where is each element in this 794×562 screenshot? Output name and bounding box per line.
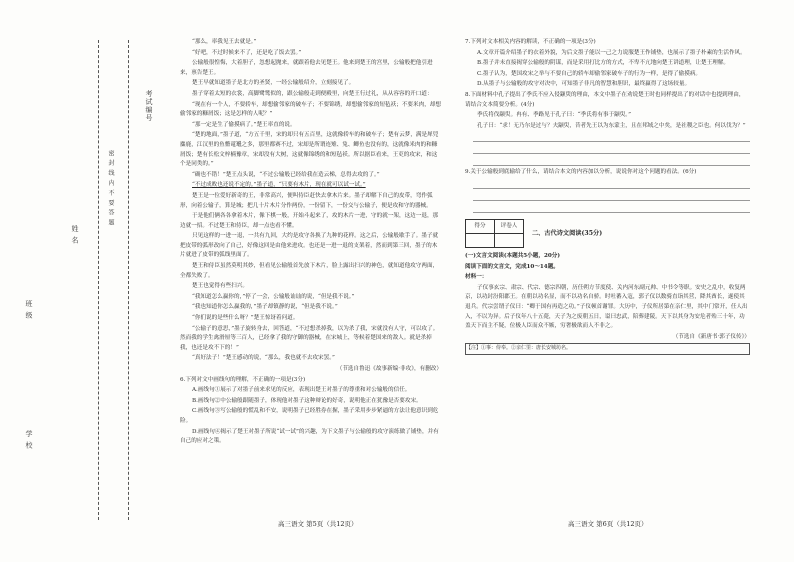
question-6-stem: 6.下列对文中画线句的理解，不正确的一项是(3分) (180, 376, 306, 383)
story-paragraph: “真好法子！”楚王感动的说，“那么，我也就不去攻宋罢。” (192, 355, 335, 362)
question-7-option-d: D.从墨子与公输般的攻守对决中，可知墨子非凡的智慧和胆识，最终赢得了这场较量。 (477, 81, 691, 88)
question-8-quote: 孔子曰：“求！无乃尔是过与？夫颛臾，昔者先王以为东蒙主，且在邦域之中矣，是社稷之臣也。何以伐为？” (477, 122, 746, 129)
story-paragraph: 于是他们俩各各拿着木片，像下棋一般，开始斗起来了，攻的木片一进，守的就一架，这边一退，那边就一招。不过楚王和侍臣，却一点也看不懂。 (180, 213, 439, 229)
question-8-quote: 季氏将伐颛臾。冉有、季路见于孔子曰：“季氏将有事于颛臾。” (477, 112, 631, 119)
story-paragraph: “我也知道你怎么赢我的，”墨子却镇静的说，“但是我不说。” (192, 304, 338, 311)
page-5-footer: 高三语文 第5页（共12页） (278, 520, 358, 528)
seal-margin (0, 0, 153, 562)
story-paragraph: 公输般很惶悔，大着胆子，忽想起抛来，就跟着他去见楚王。他来到楚王的宫里，公输般把他引进来，禀告楚王。 (180, 60, 433, 76)
answer-line[interactable] (473, 144, 750, 154)
score-cell-label: 得分 (466, 219, 495, 233)
answer-line[interactable] (473, 191, 750, 201)
score-box-row (465, 219, 750, 248)
story-paragraph: “我知道怎么赢你的，”停了一会，公输般讪讪的说，“但是我不说。” (192, 293, 355, 300)
question-6-option-a: A.画线句①展示了对墨子前来求见的反应，表现出楚王对墨子的尊重和对公输般的信任。 (192, 387, 411, 394)
material-text: 子仪事玄宗、肃宗、代宗、德宗四朝，历任朔方节度使、关内河东副元帅、中书令等职。安史之乱中，收复两京，以功封汾阳郡王。在朝以功名显，而不以功名自骄。时吐蕃入寇，郭子仪以数骑直诣其营，降其酋长，遂使其退兵。代宗尝谓子仪曰：“卿于国有再造之功。”子仪顿首谢罪。大历中，子仪所居第在亲仁里，其中门常开，任人出入，不以为异。后子仪年八十五薨，天子为之废朝五日，谥曰忠武，陪葬建陵。天下以其身为安危者殆三十年，功盖天下而主不疑，位极人臣而众不嫉，穷奢极欲而人不非之。 (465, 284, 748, 330)
story-paragraph: “楚的地面，”墨子道，“方五千里，宋的却只有五百里，这就像轿车的和破车子；楚有云梦，满是犀兕麋鹿，江汉里的鱼鳖鼋鼍之多，那里都赛不过，宋却是所谓连雉、兔、鲫鱼也没有的，这就像米肉的和糠屑饭；楚有长松文梓楠豫章，宋却没有大树，这就像锦绣的和短毡袄。所以据臣看来，王吏的攻宋，和这个是同类的。” (180, 132, 439, 168)
source-citation: （节选自鲁迅《故事新编·非攻》，有删改） (336, 366, 442, 372)
exam-number-label: 考试编号 (145, 90, 153, 122)
question-6-option-c: C.画线句③写公输般的慌乱和不安，说明墨子已经胜券在握，墨子采用步步紧逼的方法让他意识到危险。 (180, 408, 439, 424)
story-paragraph: 楚王早就知道墨子是北方的圣贤，一经公输般绍介，立刻接见了。 (192, 80, 355, 87)
seal-line-inner (128, 40, 129, 520)
story-paragraph: 楚王和侍臣虽然莫明其妙，但看见公输般首先放下木片，脸上露出扫兴的神色，就知道他攻守两面，全都失败了。 (180, 263, 439, 279)
question-7-option-a: A.文章开篇介绍墨子的衣着外貌，为后文墨子能以一己之力说服楚王作铺垫，也展示了墨子朴素的生活作风。 (477, 49, 746, 56)
story-paragraph: “那么，率我见王去就是。” (192, 39, 257, 45)
answer-line[interactable] (473, 203, 750, 213)
question-7-stem: 7.下列对文本相关内容的解读，不正确的一项是(3分) (465, 39, 596, 45)
story-paragraph: 楚王是一位爱好新奇的王，非常高兴，便叫侍臣赶快去拿木片来。墨子却解下自己的皮带，弯作弧形，向着公输子，算是城；把几十片木片分作两份，一份留下，一份交与公输子，便是攻和守的器械。 (180, 192, 433, 209)
name-label: 姓 名 (71, 225, 79, 245)
question-8-stem: 8.下面材料中孔子提出了季氏不应入侵颛臾的理由，本文中墨子在劝说楚王时也同样提出了的对话中也提到理由，请结合文本简要分析。(4分) (465, 91, 745, 108)
story-paragraph: 楚王也觉得有些扫兴。 (192, 283, 248, 290)
score-cell-blank[interactable] (466, 233, 495, 247)
class-label: 班 级 (25, 300, 33, 320)
source-citation: （节选自《新唐书·郭子仪传》） (672, 333, 750, 340)
page-6-footer: 高三语文 第6页（共12页） (568, 520, 648, 528)
question-6-option-d: D.画线句④揭示了楚王对墨子所说“试一试”的兴趣，为下文墨子与公输般的攻守演练做了铺垫，并有自己的应对之策。 (180, 428, 439, 445)
story-paragraph: 墨子穿着太短的衣裳，高脚鹭鸶似的，跟公输般走到便殿里，向楚王行过礼，从从容容的开口道： (192, 90, 433, 97)
story-paragraph: “你们说的是些什么呀？”楚王惊讶着问道。 (192, 315, 299, 322)
story-paragraph: “好吧，不过时候来不了，还是吃了饭去罢。” (192, 49, 302, 56)
underlined-sentence: “不过成败也还说不定的。”墨子道，“只要有木片，现在就可以试一试。” (192, 182, 366, 189)
seal-line (98, 40, 99, 520)
page-6-column (465, 38, 750, 356)
reading-instruction: 阅读下面的文言文，完成10～14题。 (465, 263, 559, 270)
story-paragraph: “那一定是生了偷摸病了。”楚王率直的说。 (192, 121, 296, 128)
story-paragraph: “确也不错！”楚王点头说，“不过公输般已经给我在造云梯，总得去攻的了。” (192, 171, 380, 178)
answer-line[interactable] (473, 156, 750, 166)
question-6-option-b: B.画线句②中公输般跟随墨子，体现他对墨子这种辩论的好奇，说明他正在犹豫是否要攻宋。 (192, 397, 422, 404)
subsection-title: (一)文言文阅读(本题共5小题，20分) (465, 252, 560, 259)
grader-cell-blank[interactable] (495, 233, 524, 247)
page-5-column (180, 38, 442, 448)
story-paragraph: 只见这样的一进一退，一共有九回，大约是攻守各换了九种的花样。这之后，公输般歇手了。墨子就把皮带的弧形改向了自己，好像这回是由他来进攻。也还是一进一退的支架着，然而到第三回，墨子的木片就进了皮带的弧线里面了。 (180, 233, 439, 259)
grader-cell-label: 评卷人 (495, 219, 524, 233)
question-9-stem: 9.关于公输般到底输给了什么，请结合本文的内容加以分析，说说你对这个问题的看法。(6分) (465, 169, 697, 176)
school-label: 学 校 (25, 430, 33, 450)
seal-warning-text: 密 封 线 内 不 要 答 题 (107, 150, 114, 227)
score-table (465, 219, 524, 248)
question-7-option-c: C.墨子认为，楚国攻宋之举与不要自己的轿车却偷邻家破车子的行为一样，是得了偷摸病。 (477, 70, 702, 77)
answer-line[interactable] (473, 179, 750, 189)
story-paragraph: “公输子的意思，”墨子旋转身去，回答道，“不过想杀掉我，以为杀了我，宋就没有人守，可以攻了。然而我的学生禽滑厘等三百人，已经拿了我的守御的器械，在宋城上，等候着楚国来的敌人。就是杀掉我，也还是攻不下的！” (180, 325, 439, 351)
section-title: 二、古代诗文阅读(35分) (532, 229, 603, 237)
answer-line[interactable] (473, 132, 750, 142)
story-paragraph: “现在有一个人，不要轿车，却想偷邻家的破车子；不要锦绣，却想偷邻家的短毡袄；不要米肉，却想偷邻家的糠屑饭；这是怎样的人呢？” (180, 101, 441, 118)
material-label: 材料一： (465, 274, 488, 281)
annotation-note: 【注】①事：侍奉。②亲仁里：唐长安城坊名。 (465, 343, 750, 355)
question-7-option-b: B.墨子并未直接揭穿公输般的阴谋，而是采用打比方的方式，不卑不亢地向楚王讲道理，让楚王理解。 (477, 60, 730, 67)
